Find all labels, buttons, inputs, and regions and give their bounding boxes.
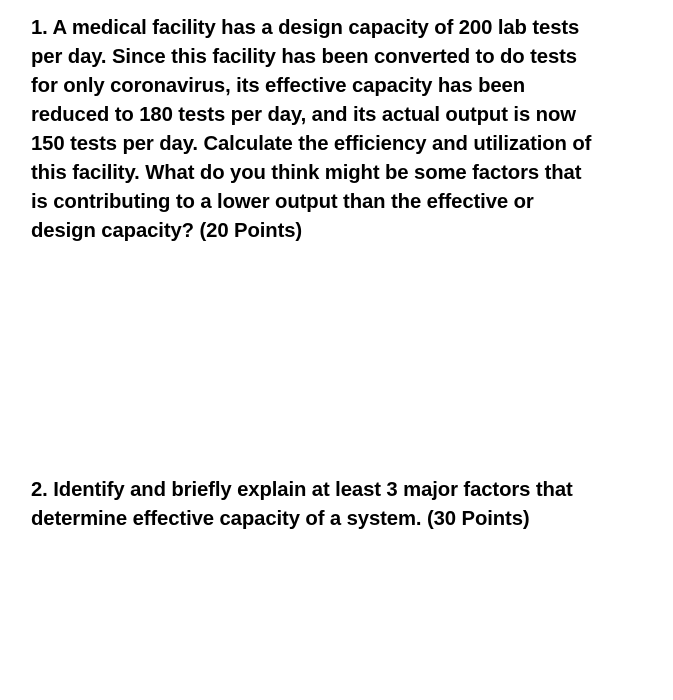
- question-2-text: 2. Identify and briefly explain at least 3 major factors that determine effective capacity of a system. (30 Points): [31, 479, 573, 530]
- question-1-text: 1. A medical facility has a design capacity of 200 lab tests per day. Since this facility has been converted to do tests for only coronavirus, its effective capacity has been reduced to 180 tests per day, and its actual output is now 150 tests per day. Calculate the efficiency and utilization of this facility. What do you think might be some factors that is contributing to a lower output than the effective or design capacity? (20 Points): [31, 17, 592, 242]
